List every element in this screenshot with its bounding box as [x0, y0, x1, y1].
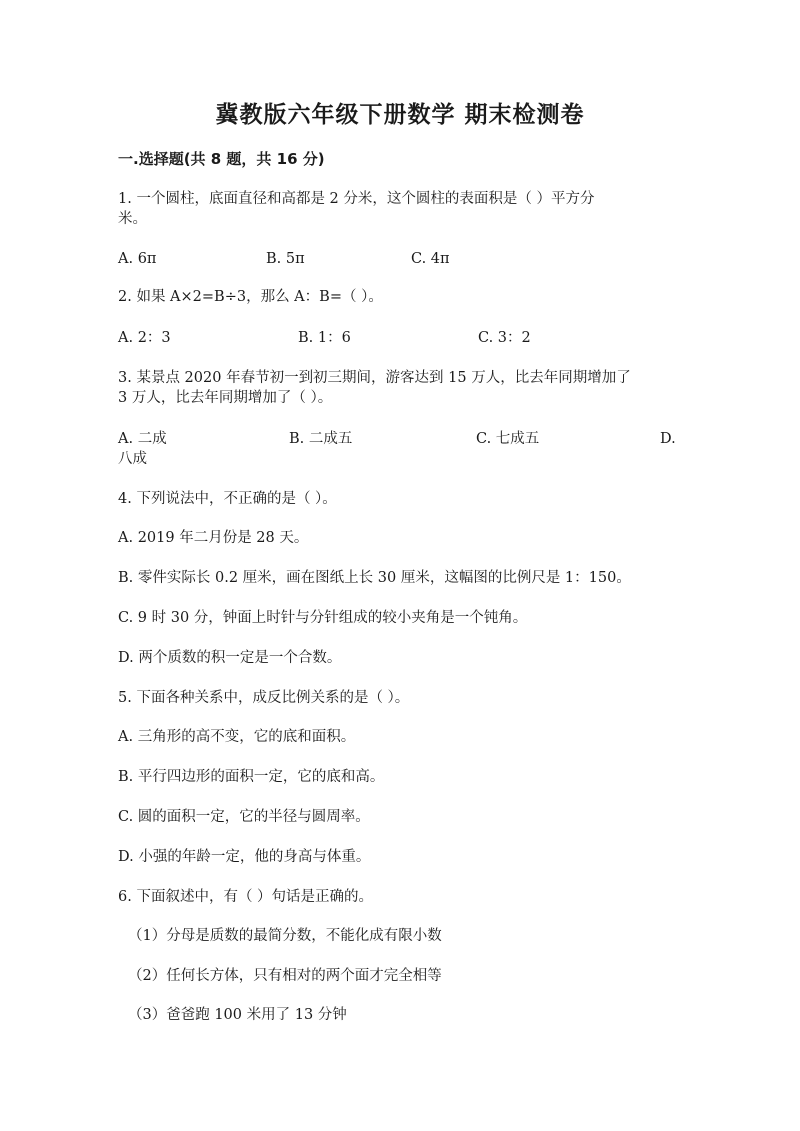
question-2-option-a: A. 2：3 [118, 330, 171, 346]
question-2-option-c: C. 3：2 [478, 330, 531, 346]
question-2-option-b: B. 1：6 [298, 330, 351, 346]
question-5-option-d: D. 小强的年龄一定，他的身高与体重。 [118, 849, 371, 865]
question-3-option-c: C. 七成五 [476, 431, 540, 447]
question-3-stem-line-1: 3. 某景点 2020 年春节初一到初三期间，游客达到 15 万人，比去年同期增加了 [118, 370, 631, 386]
question-4-option-c: C. 9 时 30 分，钟面上时针与分针组成的较小夹角是一个钝角。 [118, 610, 528, 626]
question-3-option-a: A. 二成 [118, 431, 167, 447]
question-3-option-d-text: 八成 [118, 451, 147, 467]
section-heading: 一.选择题(共 8 题，共 16 分) [118, 150, 325, 168]
question-5-option-a: A. 三角形的高不变，它的底和面积。 [118, 729, 356, 745]
question-2-stem: 2. 如果 A×2=B÷3，那么 A：B=（ ）。 [118, 289, 383, 305]
question-4-option-b: B. 零件实际长 0.2 厘米，画在图纸上长 30 厘米，这幅图的比例尺是 1：150。 [118, 570, 631, 586]
question-5-stem: 5. 下面各种关系中，成反比例关系的是（ ）。 [118, 690, 410, 706]
question-3-stem-line-2: 3 万人，比去年同期增加了（ ）。 [118, 390, 333, 406]
question-6-item-3: （3）爸爸跑 100 米用了 13 分钟 [128, 1007, 347, 1023]
question-1-option-c: C. 4π [411, 251, 450, 267]
question-1-option-b: B. 5π [266, 251, 305, 267]
question-6-stem: 6. 下面叙述中，有（ ）句话是正确的。 [118, 889, 374, 905]
question-5-option-b: B. 平行四边形的面积一定，它的底和高。 [118, 769, 385, 785]
question-1-stem-line-2: 米。 [118, 211, 147, 227]
question-1-option-a: A. 6π [118, 251, 157, 267]
question-3-option-b: B. 二成五 [289, 431, 353, 447]
question-4-option-a: A. 2019 年二月份是 28 天。 [118, 530, 309, 546]
page-title: 冀教版六年级下册数学 期末检测卷 [215, 102, 585, 128]
question-6-item-2: （2）任何长方体，只有相对的两个面才完全相等 [128, 968, 442, 984]
question-4-option-d: D. 两个质数的积一定是一个合数。 [118, 650, 342, 666]
question-1-stem-line-1: 1. 一个圆柱，底面直径和高都是 2 分米，这个圆柱的表面积是（ ）平方分 [118, 191, 595, 207]
question-4-stem: 4. 下列说法中，不正确的是（ ）。 [118, 491, 337, 507]
question-5-option-c: C. 圆的面积一定，它的半径与圆周率。 [118, 809, 370, 825]
question-6-item-1: （1）分母是质数的最简分数，不能化成有限小数 [128, 928, 442, 944]
question-3-option-d: D. [660, 431, 676, 447]
